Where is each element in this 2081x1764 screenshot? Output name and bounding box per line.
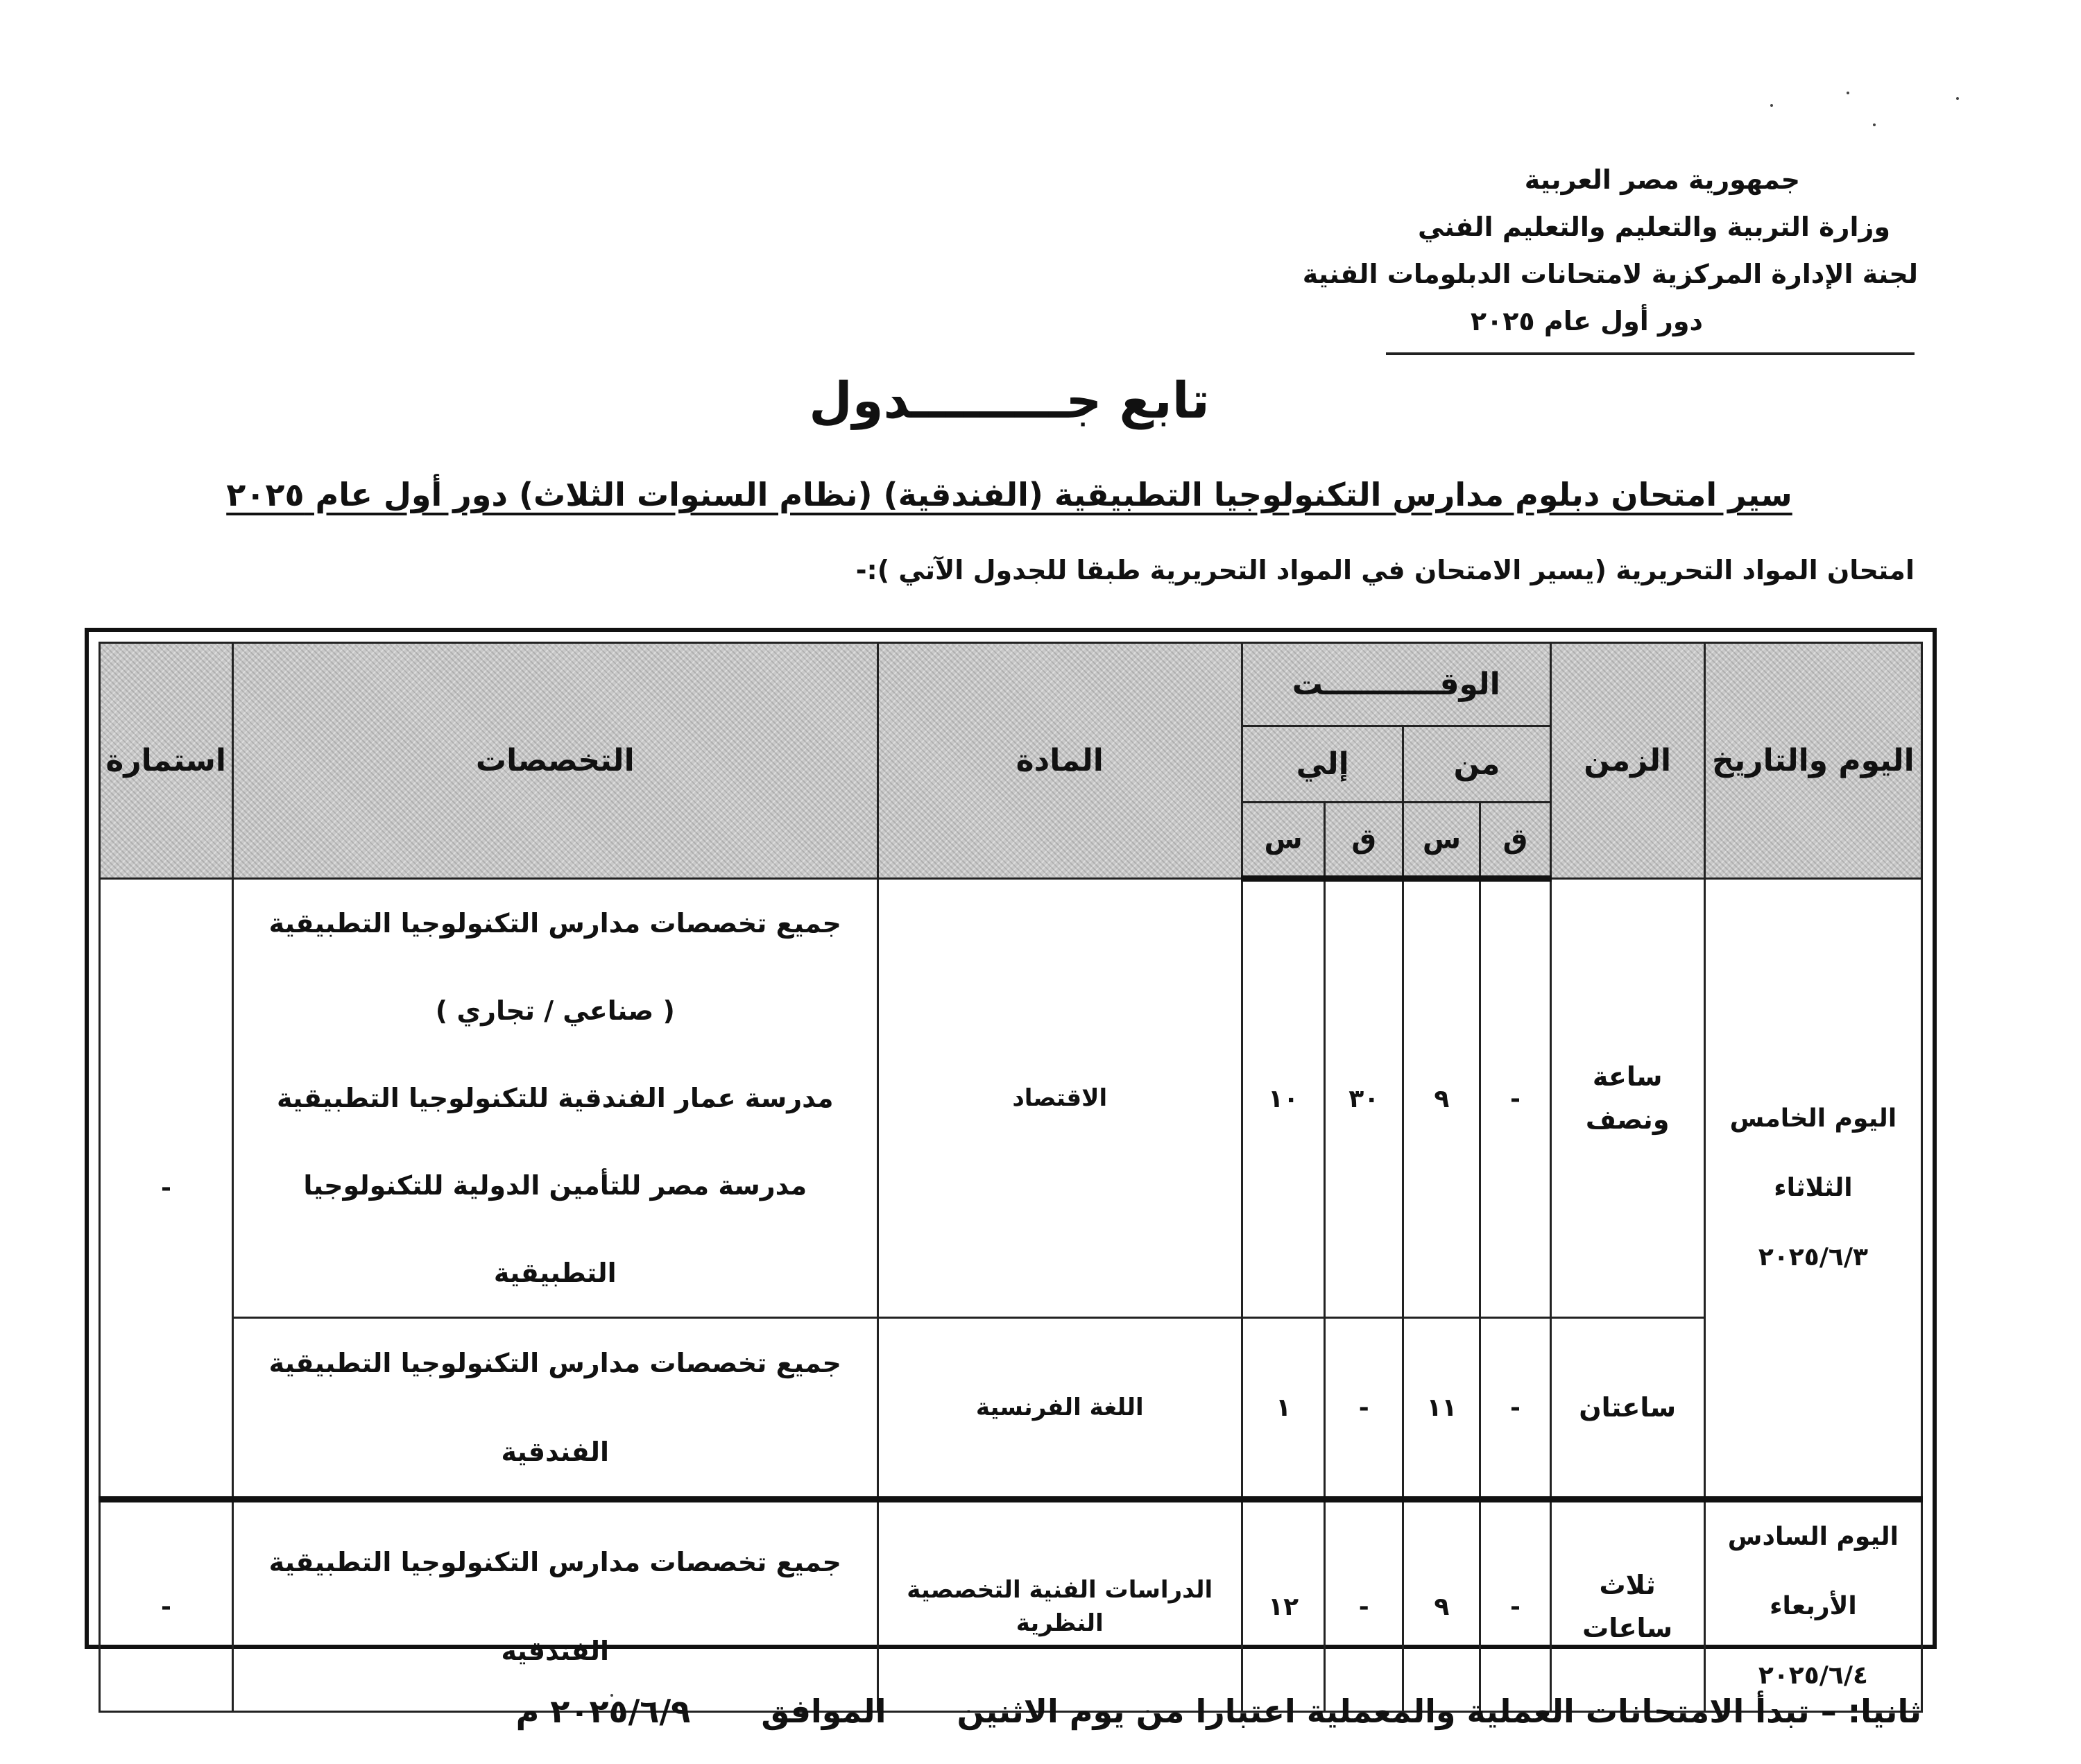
to-hour-cell: ١٢ xyxy=(1242,1500,1324,1712)
scan-speck xyxy=(1770,104,1773,107)
to-hour-cell: ١ xyxy=(1242,1318,1324,1500)
specializations-cell xyxy=(233,1500,878,1712)
day-name: اليوم السادس xyxy=(1727,1523,1899,1551)
exam-date: ٢٠٢٥/٦/٤ xyxy=(1758,1661,1868,1690)
day-date-cell xyxy=(1704,879,1921,1500)
footer-agree: الموافق xyxy=(761,1693,887,1730)
from-minute-cell: - xyxy=(1480,879,1550,1318)
header-ministry: وزارة التربية والتعليم والتعليم الفني xyxy=(1417,212,1890,242)
scan-speck xyxy=(1956,97,1959,100)
col-subject: المادة xyxy=(877,643,1242,879)
subject-cell xyxy=(877,1500,1242,1712)
header-committee: لجنة الإدارة المركزية لامتحانات الدبلومات الفنية xyxy=(1302,259,1918,289)
col-specializations: التخصصات xyxy=(233,643,878,879)
duration-text: ثلاث xyxy=(1599,1570,1656,1600)
specializations-cell xyxy=(233,1318,878,1500)
from-minute-cell: - xyxy=(1480,1318,1550,1500)
header-session: دور أول عام ٢٠٢٥ xyxy=(1470,306,1703,336)
subject-cell: الاقتصاد xyxy=(877,879,1242,1318)
scan-speck xyxy=(1847,92,1849,94)
col-form: استمارة xyxy=(100,643,233,879)
col-to: إلي xyxy=(1242,726,1403,803)
specializations-cell xyxy=(233,879,878,1318)
footer-text: تبدأ الامتحانات العملية والمعملية اعتبارا من يوم الاثنين xyxy=(957,1693,1810,1730)
schedule-table-frame xyxy=(85,628,1937,1690)
spec-line: جميع تخصصات مدارس التكنولوجيا التطبيقية xyxy=(268,1547,841,1577)
header-divider xyxy=(1386,352,1915,355)
page-title: تابع جـــــــــدول xyxy=(809,371,1210,429)
table-row xyxy=(100,1318,1922,1500)
duration-cell xyxy=(1550,1500,1704,1712)
to-minute-cell: - xyxy=(1325,1500,1403,1712)
spec-line: ( صناعي / تجاري ) xyxy=(435,995,675,1026)
footer-note xyxy=(516,1693,1921,1730)
spec-line: الفندقية xyxy=(501,1636,610,1666)
spec-line: الفندقية xyxy=(501,1437,610,1467)
ministry-header xyxy=(1294,156,1918,345)
spec-line: جميع تخصصات مدارس التكنولوجيا التطبيقية xyxy=(268,1348,841,1378)
from-hour-cell: ١١ xyxy=(1403,1318,1480,1500)
from-hour-cell: ٩ xyxy=(1403,1500,1480,1712)
form-cell: - xyxy=(100,879,233,1500)
duration-cell: ساعتان xyxy=(1550,1318,1704,1500)
intro-text: امتحان المواد التحريرية (يسير الامتحان في المواد التحريرية طبقا للجدول الآتي ):- xyxy=(855,555,1915,585)
col-from-hour: س xyxy=(1403,803,1480,879)
subject-cell: اللغة الفرنسية xyxy=(877,1318,1242,1500)
col-to-hour: س xyxy=(1242,803,1324,879)
page-subtitle: سير امتحان دبلوم مدارس التكنولوجيا التطبيقية (الفندقية) (نظام السنوات الثلاث) دور أول عام ٢٠٢٥ xyxy=(226,476,1792,513)
weekday: الأربعاء xyxy=(1770,1592,1857,1620)
scan-speck xyxy=(1873,123,1876,126)
header-country: جمهورية مصر العربية xyxy=(1524,164,1800,195)
to-hour-cell: ١٠ xyxy=(1242,879,1324,1318)
to-minute-cell: ٣٠ xyxy=(1325,879,1403,1318)
duration-text: ساعات xyxy=(1582,1613,1673,1643)
col-duration: الزمن xyxy=(1550,643,1704,879)
day-name: اليوم الخامس xyxy=(1729,1104,1897,1133)
table-row xyxy=(100,879,1922,1318)
subject-text: النظرية xyxy=(1016,1609,1104,1637)
footer-prefix: ثانيا: – xyxy=(1820,1693,1921,1730)
col-from-minute: ق xyxy=(1480,803,1550,879)
to-minute-cell: - xyxy=(1325,1318,1403,1500)
weekday: الثلاثاء xyxy=(1774,1173,1853,1202)
from-minute-cell: - xyxy=(1480,1500,1550,1712)
day-date-cell xyxy=(1704,1500,1921,1712)
subject-text: الدراسات الفنية التخصصية xyxy=(907,1576,1213,1604)
schedule-table xyxy=(99,642,1923,1713)
duration-cell xyxy=(1550,879,1704,1318)
col-day-date: اليوم والتاريخ xyxy=(1704,643,1921,879)
col-from: من xyxy=(1403,726,1550,803)
col-to-minute: ق xyxy=(1325,803,1403,879)
exam-date: ٢٠٢٥/٦/٣ xyxy=(1758,1242,1868,1271)
spec-line: مدرسة مصر للتأمين الدولية للتكنولوجيا التطبيقية xyxy=(303,1170,807,1288)
form-cell: - xyxy=(100,1500,233,1712)
from-hour-cell: ٩ xyxy=(1403,879,1480,1318)
spec-line: جميع تخصصات مدارس التكنولوجيا التطبيقية xyxy=(268,908,841,939)
spec-line: مدرسة عمار الفندقية للتكنولوجيا التطبيقية xyxy=(277,1083,834,1113)
col-time: الوقـــــــــــت xyxy=(1242,643,1550,726)
table-row xyxy=(100,1500,1922,1712)
footer-date: ٢٠٢٥/٦/٩ م xyxy=(515,1693,691,1730)
duration-text: ساعة xyxy=(1592,1061,1663,1092)
duration-text: ونصف xyxy=(1585,1104,1670,1135)
